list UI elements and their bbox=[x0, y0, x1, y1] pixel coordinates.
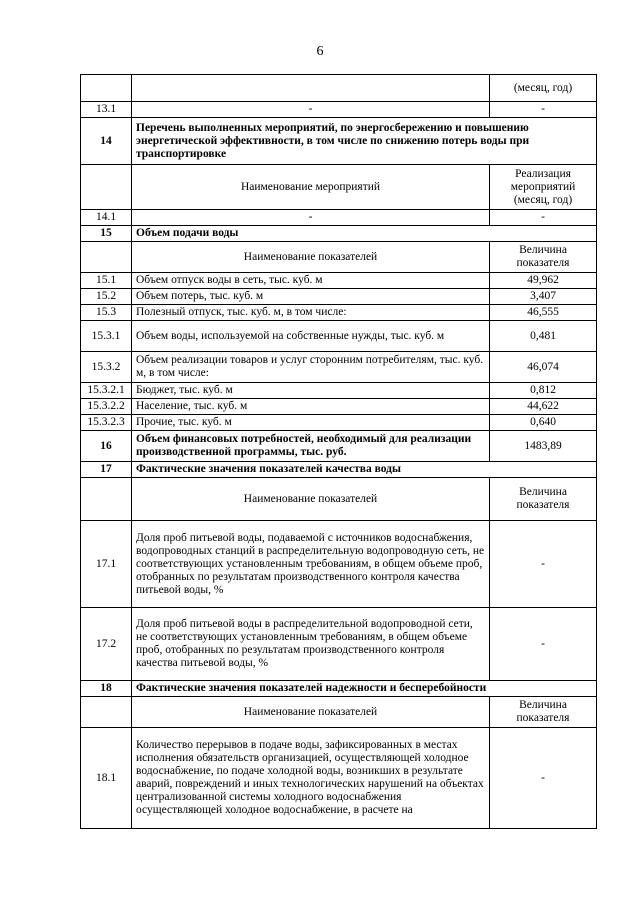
cell-num: 15.2 bbox=[81, 289, 132, 305]
cell-num bbox=[81, 242, 132, 273]
cell-text: Бюджет, тыс. куб. м bbox=[132, 383, 490, 399]
column-header-value: Реализация мероприятий (месяц, год) bbox=[490, 165, 597, 210]
column-header-name: Наименование показателей bbox=[132, 242, 490, 273]
column-header-value: Величина показателя bbox=[490, 478, 597, 521]
cell-num: 14.1 bbox=[81, 210, 132, 226]
cell-value: 46,074 bbox=[490, 352, 597, 383]
section-title: Объем финансовых потребностей, необходимый для реализации производственной программы, тыс. руб. bbox=[132, 431, 490, 462]
cell-num bbox=[81, 697, 132, 728]
section-number: 15 bbox=[81, 226, 132, 242]
table-row bbox=[81, 305, 597, 321]
column-header-value: Величина показателя bbox=[490, 697, 597, 728]
section-number: 17 bbox=[81, 462, 132, 478]
column-header-row bbox=[81, 478, 597, 521]
cell-value: 1483,89 bbox=[490, 431, 597, 462]
cell-text: Объем потерь, тыс. куб. м bbox=[132, 289, 490, 305]
cell-value: - bbox=[490, 102, 597, 118]
cell-text: Объем реализации товаров и услуг сторонним потребителям, тыс. куб. м, в том числе: bbox=[132, 352, 490, 383]
cell-num: 15.1 bbox=[81, 273, 132, 289]
section-number: 18 bbox=[81, 681, 132, 697]
section-title: Фактические значения показателей надежности и бесперебойности bbox=[132, 681, 597, 697]
cell-value: 0,812 bbox=[490, 383, 597, 399]
cell-num: 15.3.1 bbox=[81, 321, 132, 352]
table-row bbox=[81, 415, 597, 431]
cell-value: - bbox=[490, 210, 597, 226]
column-header-row bbox=[81, 242, 597, 273]
cell-num: 15.3 bbox=[81, 305, 132, 321]
cell-text: Объем воды, используемой на собственные нужды, тыс. куб. м bbox=[132, 321, 490, 352]
cell-num: 13.1 bbox=[81, 102, 132, 118]
cell-text: Население, тыс. куб. м bbox=[132, 399, 490, 415]
table-row bbox=[81, 399, 597, 415]
cell-num bbox=[81, 165, 132, 210]
cell-text: Количество перерывов в подаче воды, зафиксированных в местах исполнения обязательств организацией, осуществляющей холодное водоснабжение, по подаче холодной воды, возникших в результате аварий, повреждений и иных технологических нарушений на объектах централизованной системы холодного водоснабжения осуществляющей холодное водоснабжение, в расчете на bbox=[132, 728, 490, 829]
cell-text: Доля проб питьевой воды, подаваемой с источников водоснабжения, водопроводных станций в распределительную водопроводную сеть, не соответствующих установленным требованиям, в общем объеме проб, отобранных по результатам производственного контроля качества питьевой воды, % bbox=[132, 521, 490, 608]
table-row bbox=[81, 289, 597, 305]
column-header-name: Наименование мероприятий bbox=[132, 165, 490, 210]
table-row bbox=[81, 273, 597, 289]
cell-text: Объем отпуск воды в сеть, тыс. куб. м bbox=[132, 273, 490, 289]
cell-value: 49,962 bbox=[490, 273, 597, 289]
cell-num: 17.2 bbox=[81, 608, 132, 681]
cell-value: 3,407 bbox=[490, 289, 597, 305]
cell-text: - bbox=[132, 210, 490, 226]
section-header-row bbox=[81, 431, 597, 462]
cell-value: 0,640 bbox=[490, 415, 597, 431]
section-number: 16 bbox=[81, 431, 132, 462]
table-row bbox=[81, 728, 597, 829]
cell-text: Полезный отпуск, тыс. куб. м, в том числе: bbox=[132, 305, 490, 321]
table-row bbox=[81, 102, 597, 118]
cell-num: 17.1 bbox=[81, 521, 132, 608]
table-row bbox=[81, 75, 597, 102]
table-row bbox=[81, 321, 597, 352]
cell-num: 15.3.2.1 bbox=[81, 383, 132, 399]
section-title: Объем подачи воды bbox=[132, 226, 597, 242]
cell-text bbox=[132, 75, 490, 102]
cell-value: 0,481 bbox=[490, 321, 597, 352]
section-header-row bbox=[81, 226, 597, 242]
program-table bbox=[80, 74, 597, 829]
section-title: Перечень выполненных мероприятий, по энергосбережению и повышению энергетической эффективности, в том числе по снижению потерь воды при транспортировке bbox=[132, 118, 597, 165]
cell-text: - bbox=[132, 102, 490, 118]
table-row bbox=[81, 210, 597, 226]
section-number: 14 bbox=[81, 118, 132, 165]
cell-num: 15.3.2 bbox=[81, 352, 132, 383]
column-header-name: Наименование показателей bbox=[132, 697, 490, 728]
cell-value: - bbox=[490, 608, 597, 681]
cell-value: 44,622 bbox=[490, 399, 597, 415]
cell-text: Доля проб питьевой воды в распределительной водопроводной сети, не соответствующих установленным требованиям, в общем объеме проб, отобранных по результатам производственного контроля качества питьевой воды, % bbox=[132, 608, 490, 681]
cell-value: 46,555 bbox=[490, 305, 597, 321]
page-number: 6 bbox=[316, 44, 324, 59]
cell-text: Прочие, тыс. куб. м bbox=[132, 415, 490, 431]
table-row bbox=[81, 608, 597, 681]
cell-num: 18.1 bbox=[81, 728, 132, 829]
column-header-value: Величина показателя bbox=[490, 242, 597, 273]
table-row bbox=[81, 383, 597, 399]
section-title: Фактические значения показателей качества воды bbox=[132, 462, 597, 478]
column-header-row bbox=[81, 697, 597, 728]
section-header-row bbox=[81, 462, 597, 478]
table-row bbox=[81, 521, 597, 608]
cell-num bbox=[81, 75, 132, 102]
table-row bbox=[81, 352, 597, 383]
cell-num: 15.3.2.3 bbox=[81, 415, 132, 431]
column-header-row bbox=[81, 165, 597, 210]
cell-value: - bbox=[490, 728, 597, 829]
cell-num bbox=[81, 478, 132, 521]
section-header-row bbox=[81, 118, 597, 165]
cell-num: 15.3.2.2 bbox=[81, 399, 132, 415]
cell-value: (месяц, год) bbox=[490, 75, 597, 102]
cell-value: - bbox=[490, 521, 597, 608]
column-header-name: Наименование показателей bbox=[132, 478, 490, 521]
section-header-row bbox=[81, 681, 597, 697]
